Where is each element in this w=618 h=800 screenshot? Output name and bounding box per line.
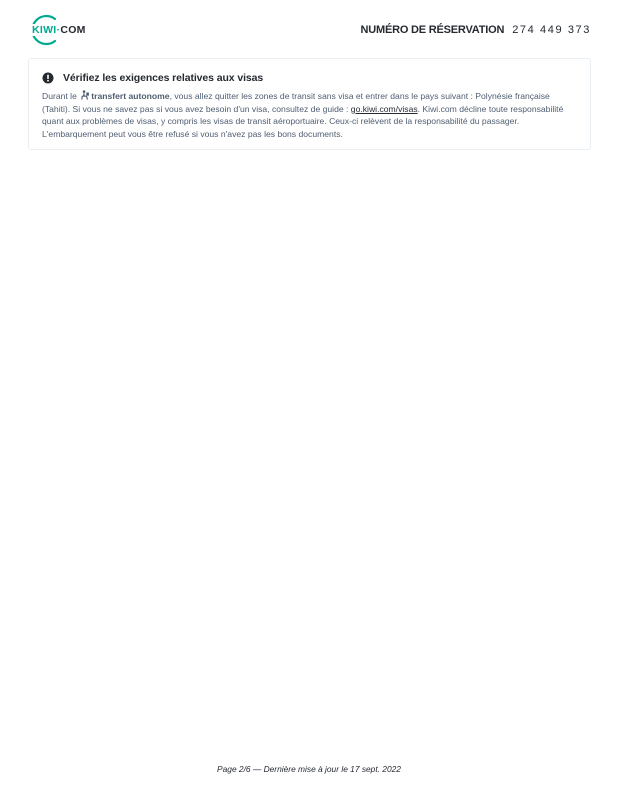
alert-title: Vérifiez les exigences relatives aux visas (63, 72, 264, 84)
booking-number: 274 449 373 (512, 24, 591, 36)
kiwi-logo (25, 14, 87, 46)
booking-label: NUMÉRO DE RÉSERVATION (360, 24, 505, 36)
alert-body (42, 90, 577, 140)
transfer-label: transfert autonome (91, 91, 170, 101)
page-footer: Page 2/6 — Dernière mise à jour le 17 sept. 2022 (217, 764, 401, 774)
visa-alert (28, 58, 591, 150)
page-header (25, 14, 591, 46)
visa-guide-link[interactable]: go.kiwi.com/visas (350, 103, 418, 114)
alert-header (42, 71, 577, 85)
alert-body-end: . Kiwi.com décline toute responsabilité quant aux problèmes de visas, y compris les visas de transit aéroportuaire. Ceux-ci relèvent de la responsabilité du passager. L'embarquement peut vous être refusé si vous n'avez pas les bons documents. (42, 103, 564, 139)
self-transfer-icon (80, 90, 90, 100)
alert-body-intro: Durant le (42, 91, 80, 101)
alert-body-middle: , vous allez quitter les zones de transit sans visa et entrer dans le pays suivant : Polynésie française (Tahiti). Si vous ne savez pas si vous avez besoin d'un visa, consultez de guide : (42, 91, 550, 114)
logo-tld: COM (60, 24, 86, 36)
warning-circle-icon (42, 72, 54, 84)
logo-brand: KIWI (32, 24, 57, 36)
booking-reference (361, 24, 592, 36)
logo-separator: · (56, 24, 61, 36)
